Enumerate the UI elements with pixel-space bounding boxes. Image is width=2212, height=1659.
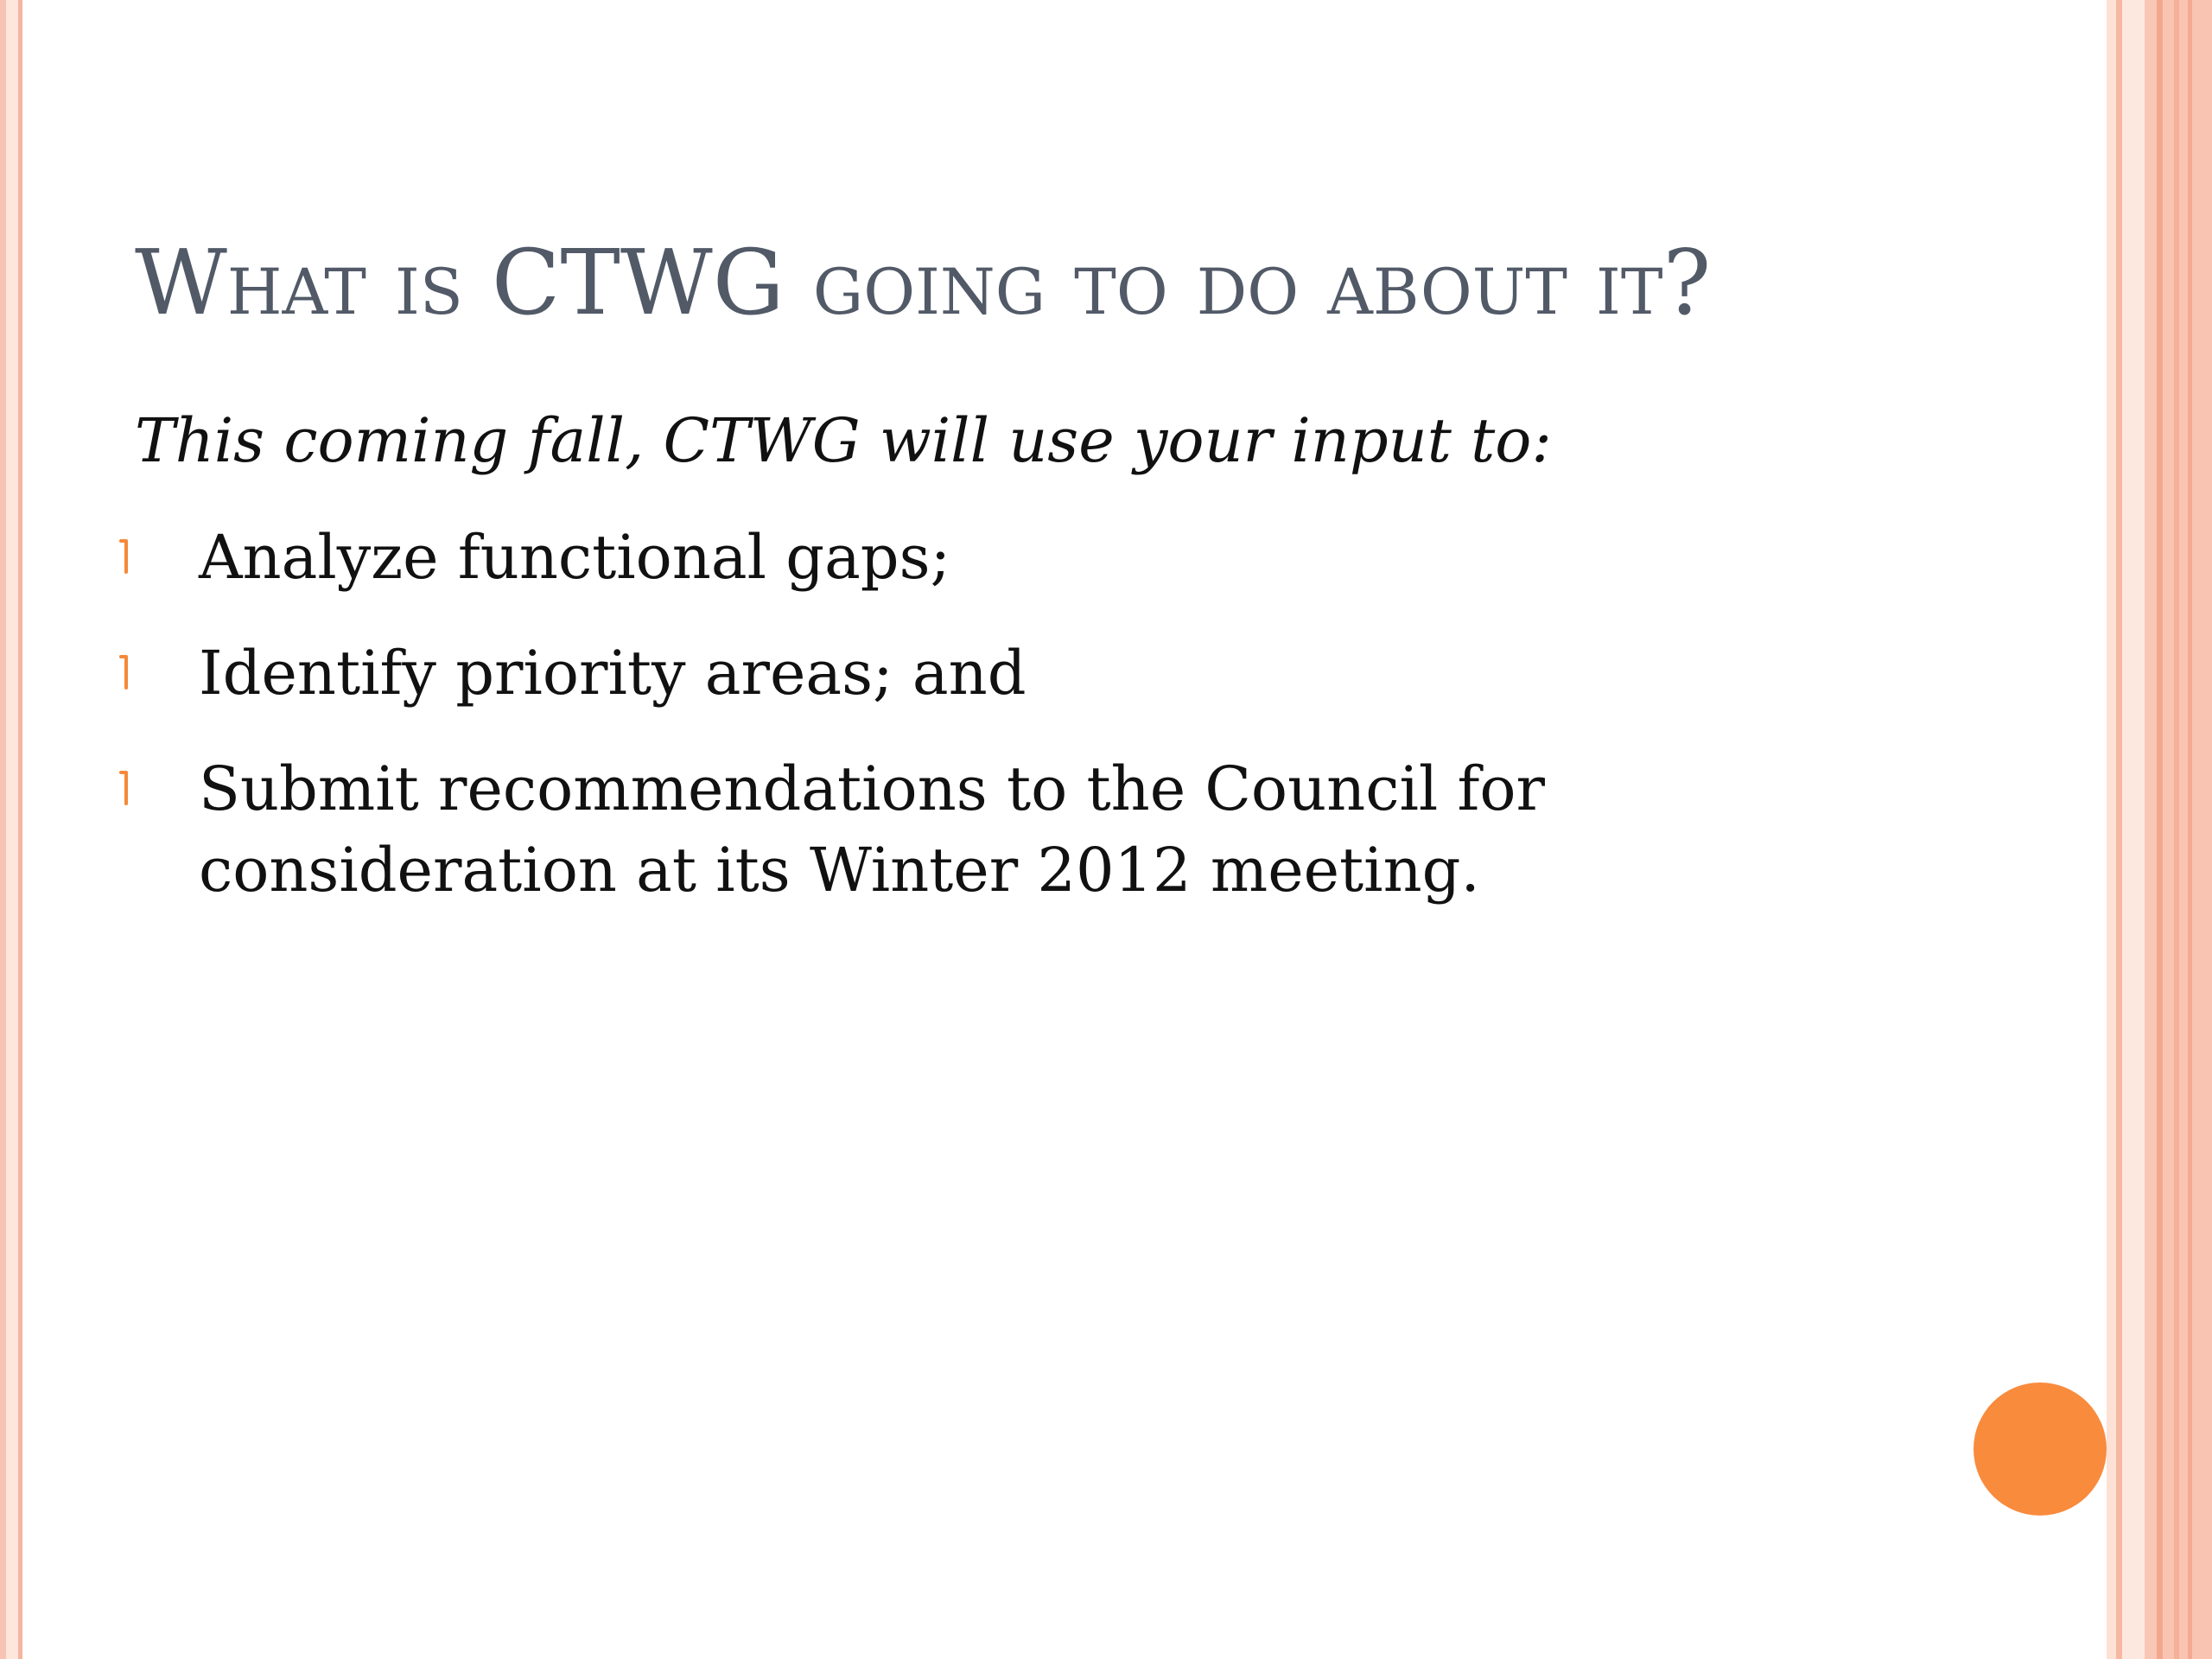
bullet-text: Identify priority areas; and	[199, 638, 1027, 709]
right-border-stripe	[2122, 0, 2145, 1659]
bullet-item	[121, 748, 1659, 911]
bullet-list	[121, 517, 1659, 945]
bullet-marker-icon	[124, 655, 128, 690]
slide-subtitle: This coming fall, CTWG will use your input to:	[135, 405, 1552, 476]
left-border-stripe	[0, 0, 6, 1659]
slide-title: What is CTWG going to do about it?	[135, 230, 1712, 335]
bullet-marker-icon	[124, 539, 128, 574]
bullet-text: Submit recommendations to the Council for consideration at its Winter 2012 meeting.	[199, 753, 1545, 906]
left-border-stripe	[6, 0, 18, 1659]
right-border-stripe	[2157, 0, 2163, 1659]
bullet-text: Analyze functional gaps;	[199, 522, 951, 593]
right-border-stripe	[2174, 0, 2179, 1659]
decorative-circle	[1974, 1382, 2107, 1516]
bullet-marker-icon	[124, 771, 128, 805]
left-border-stripe	[18, 0, 22, 1659]
bullet-item	[121, 517, 1659, 598]
right-border-stripe	[2107, 0, 2116, 1659]
right-border-stripe	[2145, 0, 2157, 1659]
right-border-stripe	[2188, 0, 2192, 1659]
right-border-stripe	[2116, 0, 2122, 1659]
bullet-item	[121, 632, 1659, 714]
